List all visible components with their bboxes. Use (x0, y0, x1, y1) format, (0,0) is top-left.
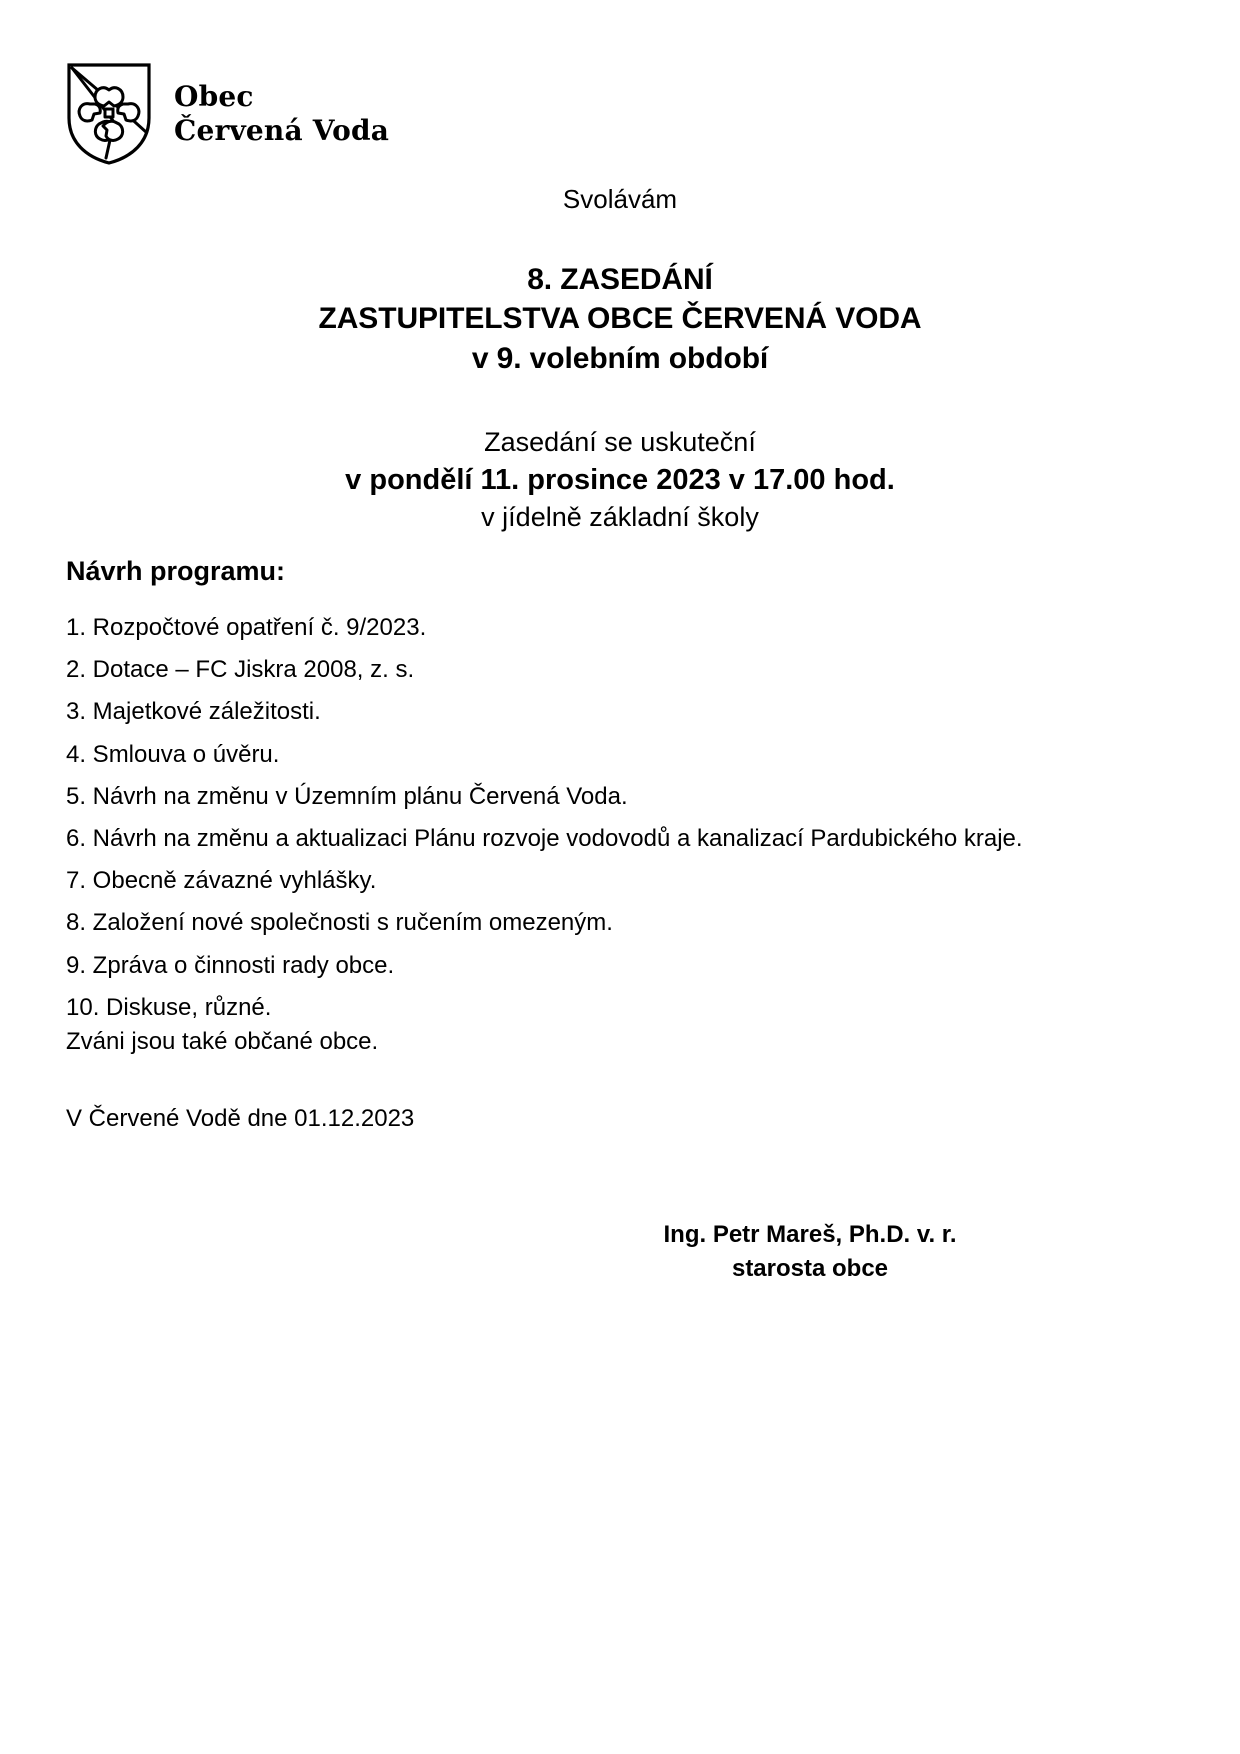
meeting-heading-line-3: v 9. volebním období (471, 342, 769, 376)
title-block (0, 183, 1240, 536)
invitation-note: Zváni jsou také občané obce. (66, 1028, 379, 1055)
agenda-item: 9. Zpráva o činnosti rady obce. (66, 951, 395, 979)
org-name-line-1: Obec (174, 79, 254, 113)
signature-block (560, 1218, 1060, 1285)
agenda-item: 2. Dotace – FC Jiskra 2008, z. s. (66, 656, 415, 684)
coat-of-arms-shield-rose-icon (66, 62, 152, 166)
agenda-item: 8. Založení nové společnosti s ručením omezeným. (66, 909, 613, 937)
organisation-name (174, 80, 389, 148)
meeting-venue: v jídelně základní školy (481, 501, 759, 532)
meeting-details (70, 425, 1170, 536)
agenda-item: 7. Obecně závazné vyhlášky. (66, 867, 377, 895)
program-heading: Návrh programu: (66, 556, 286, 586)
agenda-list (66, 612, 1180, 1034)
intro-text: Svolávám (562, 184, 678, 214)
org-name-line-2: Červená Voda (174, 114, 390, 147)
agenda-item: 10. Diskuse, různé. (66, 993, 272, 1021)
letterhead (66, 62, 389, 166)
meeting-datetime: v pondělí 11. prosince 2023 v 17.00 hod. (345, 464, 895, 497)
agenda-item: 1. Rozpočtové opatření č. 9/2023. (66, 614, 427, 641)
signer-role: starosta obce (731, 1254, 889, 1282)
meeting-when-intro: Zasedání se uskuteční (484, 427, 756, 458)
agenda-item: 4. Smlouva o úvěru. (66, 740, 280, 768)
meeting-heading-line-2: ZASTUPITELSTVA OBCE ČERVENÁ VODA (318, 302, 922, 336)
agenda-item: 5. Návrh na změnu v Územním plánu Červená Voda. (66, 782, 628, 810)
agenda-item: 3. Majetkové záležitosti. (66, 698, 321, 726)
signer-name: Ing. Petr Mareš, Ph.D. v. r. (663, 1221, 957, 1248)
meeting-heading-line-1: 8. ZASEDÁNÍ (527, 262, 713, 296)
place-and-date: V Červené Vodě dne 01.12.2023 (66, 1105, 415, 1132)
spacer (70, 379, 1170, 425)
agenda-item: 6. Návrh na změnu a aktualizaci Plánu rozvoje vodovodů a kanalizací Pardubického kraje. (66, 824, 1023, 852)
meeting-heading (70, 260, 1170, 380)
